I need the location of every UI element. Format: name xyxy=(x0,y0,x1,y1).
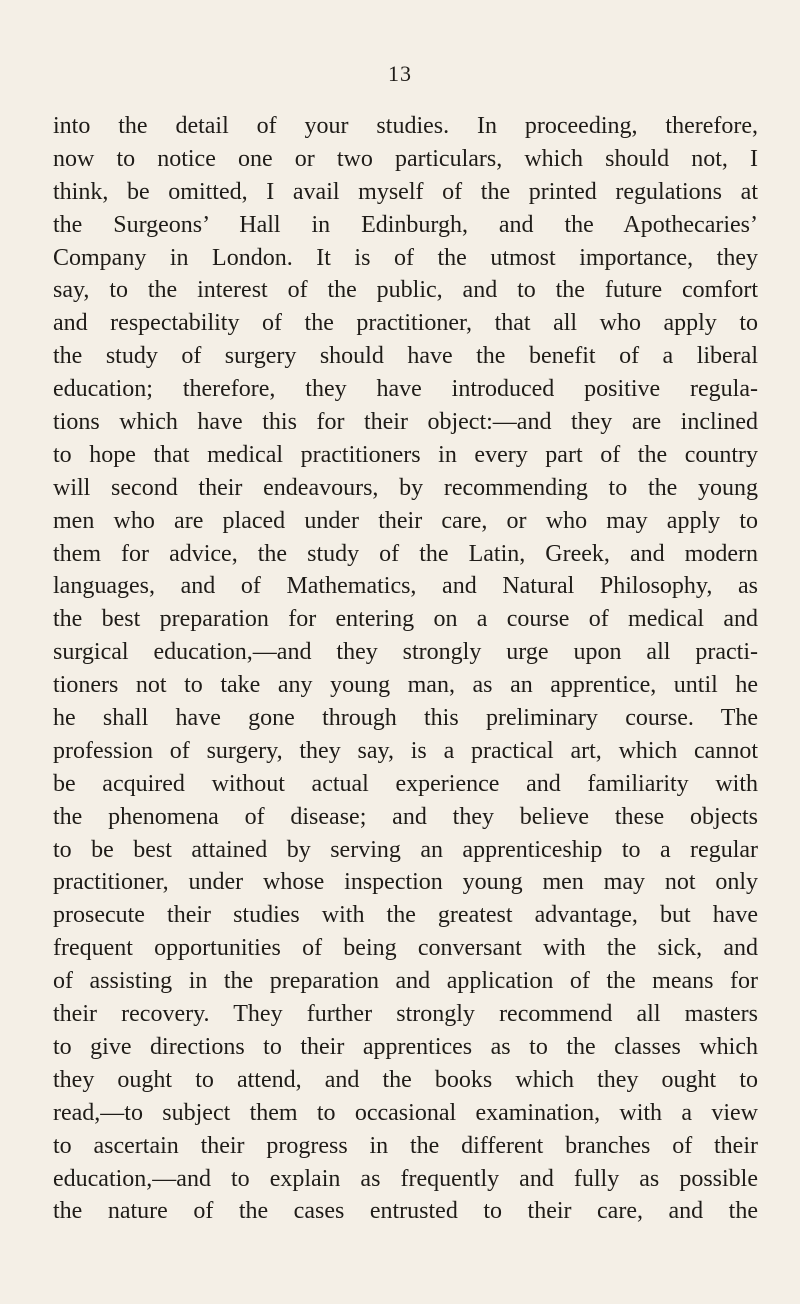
text-line: now to notice one or two particulars, which should not, I xyxy=(53,145,758,172)
text-line: will second their endeavours, by recommending to the young xyxy=(53,474,758,501)
text-line: men who are placed under their care, or who may apply to xyxy=(53,507,758,534)
text-line: think, be omitted, I avail myself of the printed regulations at xyxy=(53,178,758,205)
text-line: the nature of the cases entrusted to their care, and the xyxy=(53,1198,758,1225)
text-line: say, to the interest of the public, and to the future comfort xyxy=(53,277,758,304)
text-line: and respectability of the practitioner, that all who apply to xyxy=(53,310,758,337)
text-line: them for advice, the study of the Latin, Greek, and modern xyxy=(53,540,758,567)
text-line: to ascertain their progress in the different branches of their xyxy=(53,1132,758,1159)
text-line: Company in London. It is of the utmost importance, they xyxy=(53,244,758,271)
page-number: 13 xyxy=(388,61,412,86)
text-line: read,—to subject them to occasional examination, with a view xyxy=(53,1099,758,1126)
text-line: he shall have gone through this preliminary course. The xyxy=(53,705,758,732)
text-line: tioners not to take any young man, as an apprentice, until he xyxy=(53,672,758,699)
text-line: the phenomena of disease; and they believe these objects xyxy=(53,803,758,830)
text-line: the best preparation for entering on a course of medical and xyxy=(53,606,758,633)
text-line: they ought to attend, and the books which they ought to xyxy=(53,1066,758,1093)
text-line: practitioner, under whose inspection young men may not only xyxy=(53,869,758,896)
text-line: to be best attained by serving an apprenticeship to a regular xyxy=(53,836,758,863)
text-line: education,—and to explain as frequently and fully as possible xyxy=(53,1165,758,1192)
text-line: frequent opportunities of being conversant with the sick, and xyxy=(53,935,758,962)
text-line: the Surgeons’ Hall in Edinburgh, and the Apothecaries’ xyxy=(53,211,758,238)
text-line: to hope that medical practitioners in every part of the country xyxy=(53,441,758,468)
text-line: languages, and of Mathematics, and Natural Philosophy, as xyxy=(53,573,758,600)
text-line: be acquired without actual experience and familiarity with xyxy=(53,770,758,797)
body-text xyxy=(53,110,758,1228)
text-line: into the detail of your studies. In proceeding, therefore, xyxy=(53,113,758,139)
text-line: prosecute their studies with the greatest advantage, but have xyxy=(53,902,758,929)
text-line: their recovery. They further strongly recommend all masters xyxy=(53,1001,758,1028)
text-line: surgical education,—and they strongly urge upon all practi- xyxy=(53,639,758,666)
text-line: the study of surgery should have the benefit of a liberal xyxy=(53,343,758,370)
text-line: education; therefore, they have introduced positive regula- xyxy=(53,376,758,403)
text-line: tions which have this for their object:—and they are inclined xyxy=(53,409,758,436)
text-line: to give directions to their apprentices as to the classes which xyxy=(53,1033,758,1060)
text-line: of assisting in the preparation and application of the means for xyxy=(53,968,758,995)
text-line: profession of surgery, they say, is a practical art, which cannot xyxy=(53,737,758,764)
